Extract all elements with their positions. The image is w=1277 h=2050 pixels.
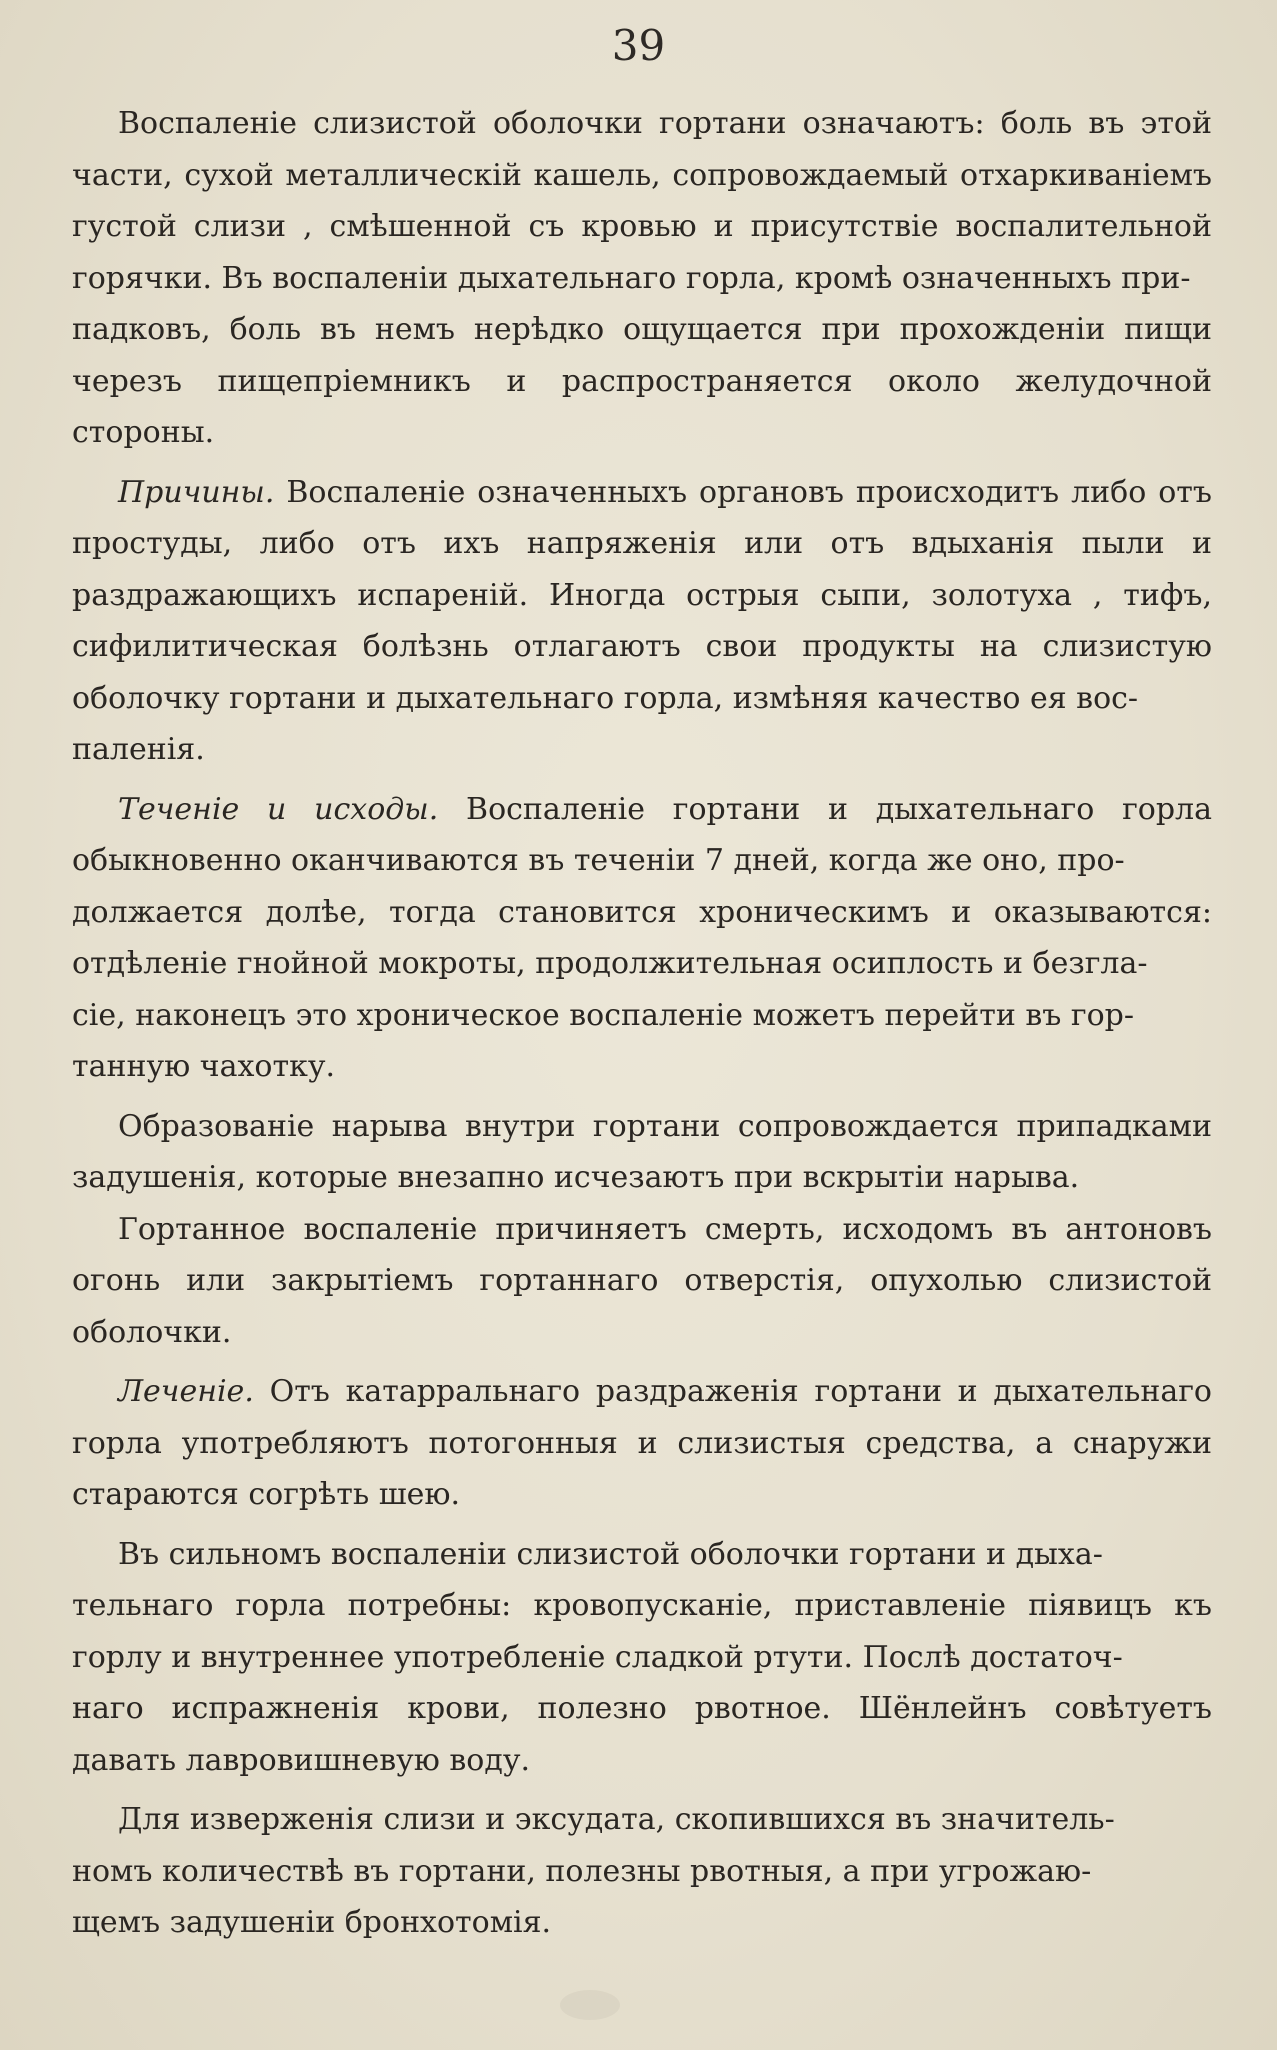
- paragraph-text: Образованіе нарыва внутри гортани сопровождается припадками задушенія, которые внезапно исчезаютъ при вскрытіи нарыва.: [72, 1108, 1212, 1195]
- paragraph-text: Воспаленіе означенныхъ органовъ происходитъ либо отъ простуды, либо отъ ихъ напряженія или отъ вдыханія пыли и раздражающихъ испареній. Иногда острыя сыпи, золотуха , тифъ, сифилитическая болѣзнь отлагаютъ свои продукты на слизистую оболочку гортани и дыхательнаго горла, измѣняя качество ея вос- паленія.: [72, 474, 1212, 767]
- paragraph-text: Воспаленіе гортани и дыхательнаго горла обыкновенно оканчиваются въ теченіи 7 дней, когда же оно, про- должается долѣе, тогда становится хроническимъ и оказываются: отдѣленіе гнойной мокроты, продолжительная осиплость и безгла- сіе, наконецъ это хроническое воспаленіе можетъ перейти въ гор- танную чахотку.: [72, 791, 1212, 1084]
- section-heading-course: Теченіе и исходы.: [118, 791, 439, 827]
- paragraph-text: Отъ катарральнаго раздраженія гортани и дыхательнаго горла употребляютъ потогонныя и слизистыя средства, а снаружи стараются согрѣть шею.: [72, 1374, 1212, 1512]
- paragraph-text: Въ сильномъ воспаленіи слизистой оболочки гортани и дыха- тельнаго горла потребны: кровопусканіе, приставленіе піявицъ къ горлу и внутреннее употребленіе сладкой ртути. Послѣ достаточ- наго испражненія крови, полезно рвотное. Шёнлейнъ совѣтуетъ давать лавровишневую воду.: [72, 1536, 1212, 1778]
- paragraph-severe-treatment: [72, 1529, 1212, 1787]
- paragraph-death: [72, 1204, 1212, 1359]
- paragraph-symptoms: [72, 98, 1212, 459]
- page-number: 39: [611, 21, 666, 70]
- paragraph-text: Воспаленіе слизистой оболочки гортани означаютъ: боль въ этой части, сухой металлическій кашель, сопровождаемый отхаркиваніемъ густой слизи , смѣшенной съ кровью и присутствіе воспалительной горячки. Въ воспаленіи дыхательнаго горла, кромѣ означенныхъ при- падковъ, боль въ немъ нерѣдко ощущается при прохожденіи пищи черезъ пищепріемникъ и распространяется около желудочной стороны.: [72, 106, 1212, 450]
- paragraph-exudate: [72, 1794, 1212, 1949]
- paragraph-treatment: [72, 1366, 1212, 1521]
- body-text: [72, 98, 1212, 1949]
- paragraph-text: Для изверженія слизи и эксудата, скопившихся въ значитель- номъ количествѣ въ гортани, полезны рвотныя, а при угрожаю- щемъ задушеніи бронхотомія.: [72, 1802, 1115, 1940]
- section-heading-causes: Причины.: [118, 474, 275, 510]
- paragraph-text: Гортанное воспаленіе причиняетъ смерть, исходомъ въ антоновъ огонь или закрытіемъ гортаннаго отверстія, опухолью слизистой оболочки.: [72, 1211, 1212, 1350]
- paragraph-abscess: [72, 1101, 1212, 1204]
- paragraph-causes: [72, 467, 1212, 776]
- paper-stain: [560, 1990, 620, 2020]
- paragraph-course: [72, 784, 1212, 1093]
- section-heading-treatment: Леченіе.: [118, 1374, 254, 1409]
